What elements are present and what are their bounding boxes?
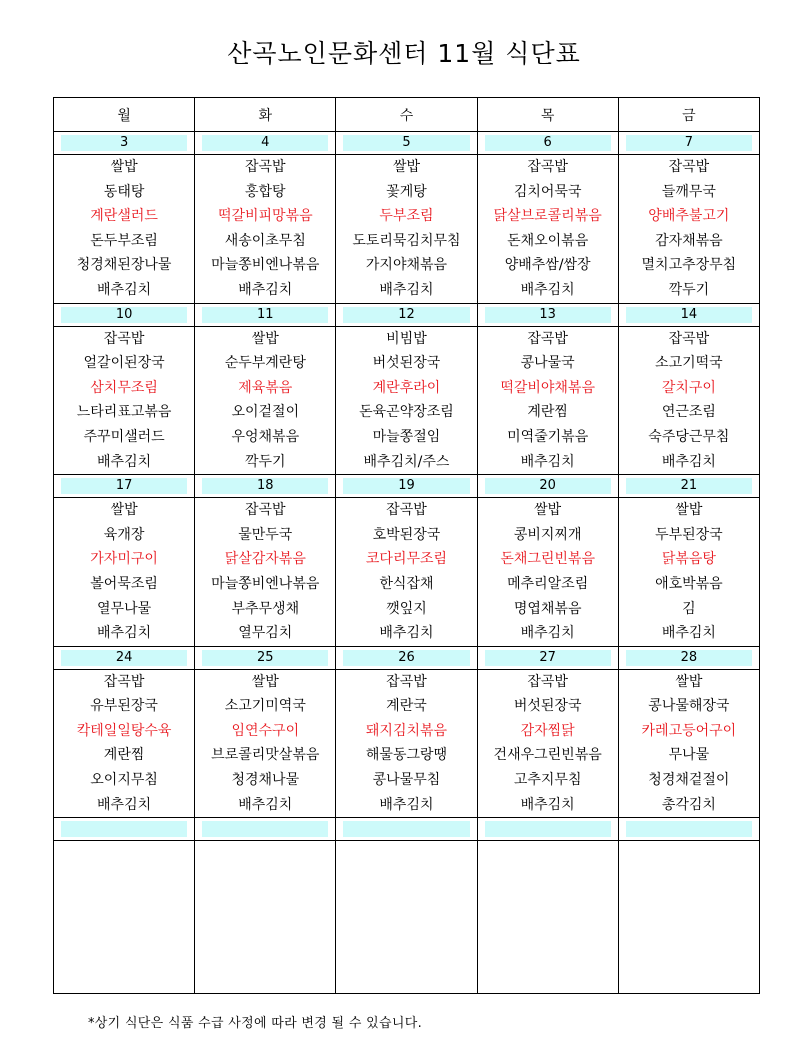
date-label: 13	[485, 307, 611, 323]
date-row	[54, 475, 760, 498]
meal-plan-table	[53, 97, 760, 994]
day-menu-cell	[618, 841, 759, 994]
date-label: 4	[202, 135, 328, 151]
day-menu-cell	[54, 155, 195, 304]
dish-item: 건새우그린빈볶음	[493, 747, 602, 764]
date-label: 20	[485, 478, 611, 494]
dish-item: 배추김치	[379, 625, 434, 642]
date-label: 17	[61, 478, 187, 494]
date-label: 3	[61, 135, 187, 151]
date-label: 10	[61, 307, 187, 323]
day-menu-cell	[477, 326, 618, 475]
date-label: 26	[343, 650, 469, 666]
main-dish-item: 갈치구이	[661, 379, 716, 396]
page-title: 산곡노인문화센터 11월 식단표	[227, 39, 581, 68]
weekday-header-thu: 목	[477, 98, 618, 132]
main-dish-item: 임연수구이	[231, 722, 300, 739]
weekday-header-row	[54, 98, 760, 132]
dish-item: 소고기떡국	[655, 355, 723, 372]
dish-item: 마늘쫑비엔나볶음	[211, 575, 320, 592]
dish-item: 계란찜	[527, 404, 568, 421]
date-row	[54, 818, 760, 841]
menu-row	[54, 326, 760, 475]
date-label: 27	[485, 650, 611, 666]
dish-item: 부추무생채	[231, 600, 300, 617]
date-cell	[336, 646, 477, 669]
date-label: 14	[626, 307, 752, 323]
dish-item: 깻잎지	[386, 600, 427, 617]
date-cell	[336, 303, 477, 326]
dish-item: 쌀밥	[251, 330, 279, 347]
main-dish-item: 제육볶음	[238, 379, 293, 396]
day-menu-cell	[336, 326, 477, 475]
date-label	[202, 821, 328, 837]
day-menu-cell	[477, 155, 618, 304]
date-cell	[195, 646, 336, 669]
main-dish-item: 감자찜닭	[520, 722, 575, 739]
date-label: 12	[343, 307, 469, 323]
dish-item: 콩비지찌개	[513, 526, 582, 543]
dish-item: 유부된장국	[90, 698, 158, 715]
dish-item: 볼어묵조림	[90, 575, 158, 592]
dish-item: 우엉채볶음	[231, 428, 300, 445]
date-cell	[336, 818, 477, 841]
dish-item: 홍합탕	[244, 183, 286, 200]
day-menu-cell	[477, 841, 618, 994]
dish-item: 쌀밥	[534, 502, 562, 519]
dish-item: 들깨무국	[661, 183, 716, 200]
main-dish-item: 닭살브로콜리볶음	[493, 208, 602, 225]
main-dish-item: 계란샐러드	[90, 208, 158, 225]
dish-item: 잡곡밥	[244, 159, 286, 175]
dish-item: 도토리묵김치무침	[352, 232, 461, 249]
dish-item: 한식잡채	[379, 575, 434, 592]
date-cell	[618, 646, 759, 669]
day-menu-cell	[195, 498, 336, 647]
day-menu-cell	[195, 841, 336, 994]
dish-item: 배추김치/주스	[363, 453, 450, 470]
dish-item: 가지야채볶음	[365, 257, 448, 274]
dish-item: 배추김치	[97, 281, 152, 298]
dish-item: 호박된장국	[372, 526, 441, 543]
day-menu-cell	[618, 669, 759, 818]
dish-item: 쌀밥	[251, 673, 279, 690]
dish-item: 배추김치	[97, 453, 152, 470]
main-dish-item: 돈채그린빈볶음	[500, 551, 595, 568]
menu-row	[54, 669, 760, 818]
main-dish-item: 가자미구이	[90, 551, 158, 568]
date-label	[485, 821, 611, 837]
day-menu-cell	[618, 155, 759, 304]
dish-item: 배추김치	[661, 453, 716, 470]
day-menu-cell	[477, 498, 618, 647]
dish-item: 김	[682, 600, 696, 617]
dish-item: 숙주당근무침	[648, 428, 730, 445]
date-label: 11	[202, 307, 328, 323]
dish-item: 배추김치	[661, 625, 716, 642]
dish-item: 고추지무침	[513, 772, 582, 789]
dish-item: 양배추쌈/쌈장	[504, 257, 591, 274]
date-label	[626, 821, 752, 837]
dish-item: 청경채된장나물	[76, 257, 172, 274]
date-cell	[618, 475, 759, 498]
dish-item: 감자채볶음	[655, 232, 723, 249]
weekday-header-wed: 수	[336, 98, 477, 132]
day-menu-cell	[477, 669, 618, 818]
dish-item: 미역줄기볶음	[507, 428, 589, 445]
main-dish-item: 떡갈비야채볶음	[500, 379, 595, 396]
dish-item: 깍두기	[668, 281, 710, 298]
dish-item: 배추김치	[97, 625, 152, 642]
date-cell	[477, 132, 618, 155]
dish-item: 잡곡밥	[103, 330, 145, 347]
dish-item: 배추김치	[379, 281, 434, 298]
dish-item: 쌀밥	[675, 502, 703, 519]
day-menu-cell	[195, 669, 336, 818]
dish-item: 잡곡밥	[527, 673, 568, 690]
dish-item: 잡곡밥	[386, 502, 427, 519]
date-cell	[336, 475, 477, 498]
dish-item: 메추리알조림	[507, 575, 589, 592]
meal-plan-body	[54, 132, 760, 994]
date-cell	[477, 818, 618, 841]
dish-item: 열무김치	[238, 625, 293, 642]
dish-item: 순두부계란탕	[224, 355, 306, 372]
day-menu-cell	[195, 155, 336, 304]
dish-item: 청경채겉절이	[648, 772, 730, 789]
date-cell	[54, 475, 195, 498]
main-dish-item: 닭살감자볶음	[224, 551, 306, 568]
day-menu-cell	[195, 326, 336, 475]
dish-item: 비빔밥	[386, 330, 427, 347]
date-row	[54, 646, 760, 669]
dish-item: 배추김치	[520, 625, 575, 642]
menu-row	[54, 498, 760, 647]
day-menu-cell	[336, 841, 477, 994]
dish-item: 연근조림	[661, 404, 716, 421]
date-label: 28	[626, 650, 752, 666]
dish-item: 잡곡밥	[527, 330, 568, 347]
dish-item: 버섯된장국	[513, 698, 582, 715]
weekday-header-tue: 화	[195, 98, 336, 132]
date-cell	[618, 303, 759, 326]
dish-item: 배추김치	[520, 281, 575, 298]
date-row	[54, 132, 760, 155]
date-label	[343, 821, 469, 837]
date-label: 7	[626, 135, 752, 151]
date-label: 18	[202, 478, 328, 494]
weekday-header-mon: 월	[54, 98, 195, 132]
main-dish-item: 삼치무조림	[90, 379, 158, 396]
date-row	[54, 303, 760, 326]
main-dish-item: 칵테일일탕수육	[76, 722, 172, 739]
date-label: 25	[202, 650, 328, 666]
dish-item: 애호박볶음	[655, 575, 723, 592]
dish-item: 명엽채볶음	[513, 600, 582, 617]
day-menu-cell	[336, 155, 477, 304]
date-label: 21	[626, 478, 752, 494]
dish-item: 물만두국	[238, 526, 293, 543]
main-dish-item: 양배추불고기	[648, 208, 730, 225]
dish-item: 얼갈이된장국	[83, 355, 165, 372]
dish-item: 느타리표고볶음	[76, 404, 172, 421]
dish-item: 무나물	[668, 747, 710, 764]
main-dish-item: 카레고등어구이	[641, 722, 737, 739]
dish-item: 배추김치	[520, 453, 575, 470]
main-dish-item: 코다리무조림	[365, 551, 448, 568]
day-menu-cell	[54, 498, 195, 647]
weekday-header-fri: 금	[618, 98, 759, 132]
dish-item: 잡곡밥	[527, 159, 568, 175]
main-dish-item: 두부조림	[379, 208, 434, 225]
footnote: *상기 식단은 식품 수급 사정에 따라 변경 될 수 있습니다.	[88, 1016, 422, 1031]
date-label: 5	[343, 135, 469, 151]
dish-item: 콩나물무침	[372, 772, 441, 789]
dish-item: 돈육곤약장조림	[359, 404, 454, 421]
day-menu-cell	[54, 841, 195, 994]
dish-item: 콩나물해장국	[648, 698, 730, 715]
dish-item: 청경채나물	[231, 772, 300, 789]
date-label	[61, 821, 187, 837]
date-label: 24	[61, 650, 187, 666]
dish-item: 계란찜	[103, 747, 145, 764]
dish-item: 두부된장국	[655, 526, 723, 543]
dish-item: 돈두부조림	[90, 232, 158, 249]
dish-item: 잡곡밥	[668, 330, 710, 347]
main-dish-item: 닭볶음탕	[661, 551, 716, 568]
date-cell	[477, 475, 618, 498]
main-dish-item: 떡갈비피망볶음	[217, 208, 313, 225]
dish-item: 배추김치	[238, 281, 293, 298]
dish-item: 배추김치	[520, 796, 575, 813]
dish-item: 쌀밥	[392, 159, 420, 175]
dish-item: 계란국	[386, 698, 427, 715]
date-cell	[618, 818, 759, 841]
dish-item: 소고기미역국	[224, 698, 306, 715]
date-cell	[195, 475, 336, 498]
dish-item: 주꾸미샐러드	[83, 428, 165, 445]
dish-item: 육개장	[103, 526, 145, 543]
date-cell	[618, 132, 759, 155]
dish-item: 총각김치	[661, 796, 716, 813]
dish-item: 배추김치	[238, 796, 293, 813]
dish-item: 오이지무침	[90, 772, 158, 789]
date-label: 6	[485, 135, 611, 151]
dish-item: 잡곡밥	[244, 502, 286, 519]
dish-item: 브로콜리맛살볶음	[211, 747, 320, 764]
date-cell	[195, 132, 336, 155]
day-menu-cell	[618, 326, 759, 475]
day-menu-cell	[618, 498, 759, 647]
date-cell	[477, 303, 618, 326]
dish-item: 잡곡밥	[386, 673, 427, 690]
date-label: 19	[343, 478, 469, 494]
date-cell	[54, 303, 195, 326]
dish-item: 배추김치	[379, 796, 434, 813]
dish-item: 꽃게탕	[386, 183, 427, 200]
dish-item: 배추김치	[97, 796, 152, 813]
dish-item: 잡곡밥	[103, 673, 145, 690]
date-cell	[195, 303, 336, 326]
day-menu-cell	[336, 669, 477, 818]
date-cell	[54, 818, 195, 841]
day-menu-cell	[336, 498, 477, 647]
main-dish-item: 돼지김치볶음	[365, 722, 448, 739]
dish-item: 동태탕	[103, 183, 145, 200]
day-menu-cell	[54, 669, 195, 818]
dish-item: 마늘쫑비엔나볶음	[211, 257, 320, 274]
dish-item: 김치어묵국	[513, 183, 582, 200]
dish-item: 열무나물	[97, 600, 152, 617]
dish-item: 쌀밥	[110, 502, 138, 519]
date-cell	[54, 646, 195, 669]
dish-item: 해물동그랑땡	[365, 747, 448, 764]
empty-menu-row	[54, 841, 760, 994]
dish-item: 멸치고추장무침	[641, 257, 737, 274]
dish-item: 잡곡밥	[668, 159, 710, 175]
date-cell	[195, 818, 336, 841]
dish-item: 쌀밥	[110, 159, 138, 175]
date-cell	[54, 132, 195, 155]
dish-item: 돈채오이볶음	[507, 232, 589, 249]
dish-item: 마늘쫑절임	[372, 428, 441, 445]
menu-row	[54, 155, 760, 304]
date-cell	[336, 132, 477, 155]
dish-item: 쌀밥	[675, 673, 703, 690]
dish-item: 오이겉절이	[231, 404, 300, 421]
dish-item: 콩나물국	[520, 355, 575, 372]
dish-item: 새송이초무침	[224, 232, 306, 249]
dish-item: 깍두기	[244, 453, 286, 470]
main-dish-item: 계란후라이	[372, 379, 441, 396]
dish-item: 버섯된장국	[372, 355, 441, 372]
date-cell	[477, 646, 618, 669]
day-menu-cell	[54, 326, 195, 475]
